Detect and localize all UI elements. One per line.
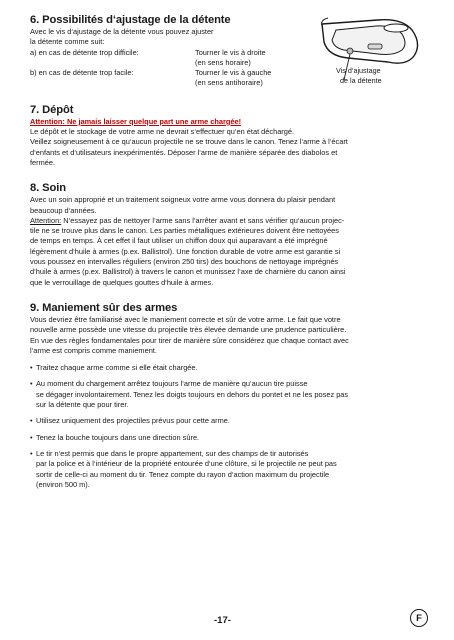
case-b-row-2: [30, 78, 430, 88]
section-8-line-6: légèrement d‘huile à armes (p.ex. Ballistrol). Une fonction durable de votre arme est garantie si: [30, 246, 341, 256]
section-7-title: 7. Dépôt: [30, 103, 74, 116]
case-a-action-2: (en sens horaire): [195, 57, 251, 67]
section-9-line-4: l‘arme est compris comme maniement.: [30, 345, 157, 355]
section-6-intro-1: Avec le vis d‘ajustage de la détente vous pouvez ajuster: [30, 27, 214, 36]
section-6-title: 6. Possibilités d‘ajustage de la détente: [30, 14, 231, 26]
figure-caption-line-1: Vis d‘ajustage: [336, 66, 381, 75]
language-badge: F: [410, 609, 428, 627]
case-b-action-2: (en sens antihoraire): [195, 78, 263, 88]
bullet-3: • Utilisez uniquement des projectiles prévus pour cette arme.: [30, 416, 230, 426]
bullet-2-line-3: sur la détente que pour tirer.: [36, 400, 129, 410]
bullet-1-line-1: Traitez chaque arme comme si elle était chargée.: [36, 363, 198, 373]
section-8-line-1: Avec un soin approprié et un traitement soigneux votre arme vous donnera du plaisir pendant: [30, 195, 336, 205]
case-b-label: b) en cas de détente trop facile:: [30, 68, 134, 78]
section-8-line-7: vous poussez en intervalles réguliers (environ 250 tirs) des bouchons de nettoyage imprégnés: [30, 257, 339, 267]
bullet-2-line-1: Au moment du chargement arrêtez toujours l‘arme de manière qu‘aucun tire puisse: [36, 379, 308, 389]
section-7-warning: Attention: Ne jamais laisser quelque part une arme chargée!: [30, 116, 242, 126]
section-8-attention-line: [30, 216, 430, 226]
manual-page: [30, 14, 430, 490]
section-9-line-3: En vue des règles fondamentales pour tirer de manière sûre considérez que chaque contact avec: [30, 335, 349, 345]
bullet-5-line-1: Le tir n‘est permis que dans le propre appartement, sur des champs de tir autorisés: [36, 448, 309, 458]
case-a-action-1: Tourner le vis à droite: [195, 47, 266, 57]
case-b-action-1: Tourner le vis à gauche: [195, 68, 272, 78]
section-8-title: 8. Soin: [30, 182, 66, 195]
bullet-5-line-3: sortir de celle-ci au moment du tir. Tenez compte du rayon d‘action maximum du projectile: [36, 469, 330, 479]
page-number: -17-: [214, 615, 231, 626]
case-a-label: a) en cas de détente trop difficile:: [30, 47, 139, 57]
bullet-1: • Traitez chaque arme comme si elle était chargée.: [30, 363, 198, 373]
case-a-row-2: [30, 58, 430, 68]
bullet-2-line-2: se dégager involontairement. Tenez les doigts toujours en dehors du pontet et ne les posez pas: [36, 389, 349, 399]
bullet-5-line-4: (environ 500 m).: [36, 479, 90, 489]
section-8-attention-label: Attention:: [30, 215, 62, 225]
bullet-5: • Le tir n‘est permis que dans le propre appartement, sur des champs de tir autorisés par la police et à l‘intérieur de la propriété entourée d‘une clôture, si le projectile ne peut pas sortir de celle-ci au moment du tir. Tenez compte du rayon d‘action maximum du projectile (environ 500 m).: [30, 448, 337, 489]
bullet-3-line-1: Utilisez uniquement des projectiles prévus pour cette arme.: [36, 416, 230, 426]
section-9-line-1: Vous devriez être familiarisé avec le maniement correcte et sûr de votre arme. Le fait que votre: [30, 314, 341, 324]
section-8-line-5: de temps en temps. À cet effet il faut utiliser un chiffon doux qui auparavant a été imprégné: [30, 236, 328, 246]
section-7-line-2: Veillez soigneusement à ce qu‘aucun projectile ne se trouve dans le canon. Tenez l‘arme à l‘écart: [30, 137, 348, 147]
bullet-4: • Tenez la bouche toujours dans une direction sûre.: [30, 432, 200, 442]
section-9-line-2: nouvelle arme possède une vitesse du projectile très élevée demande une prudence particulière.: [30, 325, 347, 335]
section-7-line-1: Le dépôt et le stockage de votre arme ne devrait s‘effectuer qu‘en état déchargé.: [30, 127, 295, 137]
case-a-row: [30, 48, 430, 58]
case-b-row: [30, 68, 430, 78]
section-7-line-3: d‘enfants et d‘utilisateurs inexpérimentés. Déposer l‘arme de manière séparée des diabolos et: [30, 147, 338, 157]
bullet-5-line-2: par la police et à l‘intérieur de la propriété entourée d‘une clôture, si le projectile ne peut pas: [36, 459, 337, 469]
section-8-line-2: beaucoup d‘années.: [30, 205, 97, 215]
section-8-line-9: que le verrouillage de quelques gouttes d‘huile à armes.: [30, 277, 214, 287]
section-8-line-8: d‘huile à armes (p.ex. Ballistrol) à travers le canon et munissez l‘axe de charnière du canon ainsi: [30, 267, 346, 277]
bullet-4-line-1: Tenez la bouche toujours dans une direction sûre.: [36, 432, 200, 442]
figure-caption-line-2: de la détente: [340, 76, 382, 85]
section-6-intro-2: la détente comme suit:: [30, 37, 105, 47]
section-7-line-4: fermée.: [30, 157, 56, 167]
section-9-title: 9. Maniement sûr des armes: [30, 301, 178, 314]
section-8-line-4: tile ne se trouve plus dans le canon. Les parties métalliques extérieures doivent être nettoyées: [30, 226, 339, 236]
section-8-attention-text: N‘essayez pas de nettoyer l‘arme sans l‘arrêter avant et sans vérifier qu‘aucun projec-: [61, 215, 345, 225]
bullet-2: • Au moment du chargement arrêtez toujours l‘arme de manière qu‘aucun tire puisse se dégager involontairement. Tenez les doigts toujours en dehors du pontet et ne les posez pas sur la détente que pour tirer.: [30, 379, 349, 410]
